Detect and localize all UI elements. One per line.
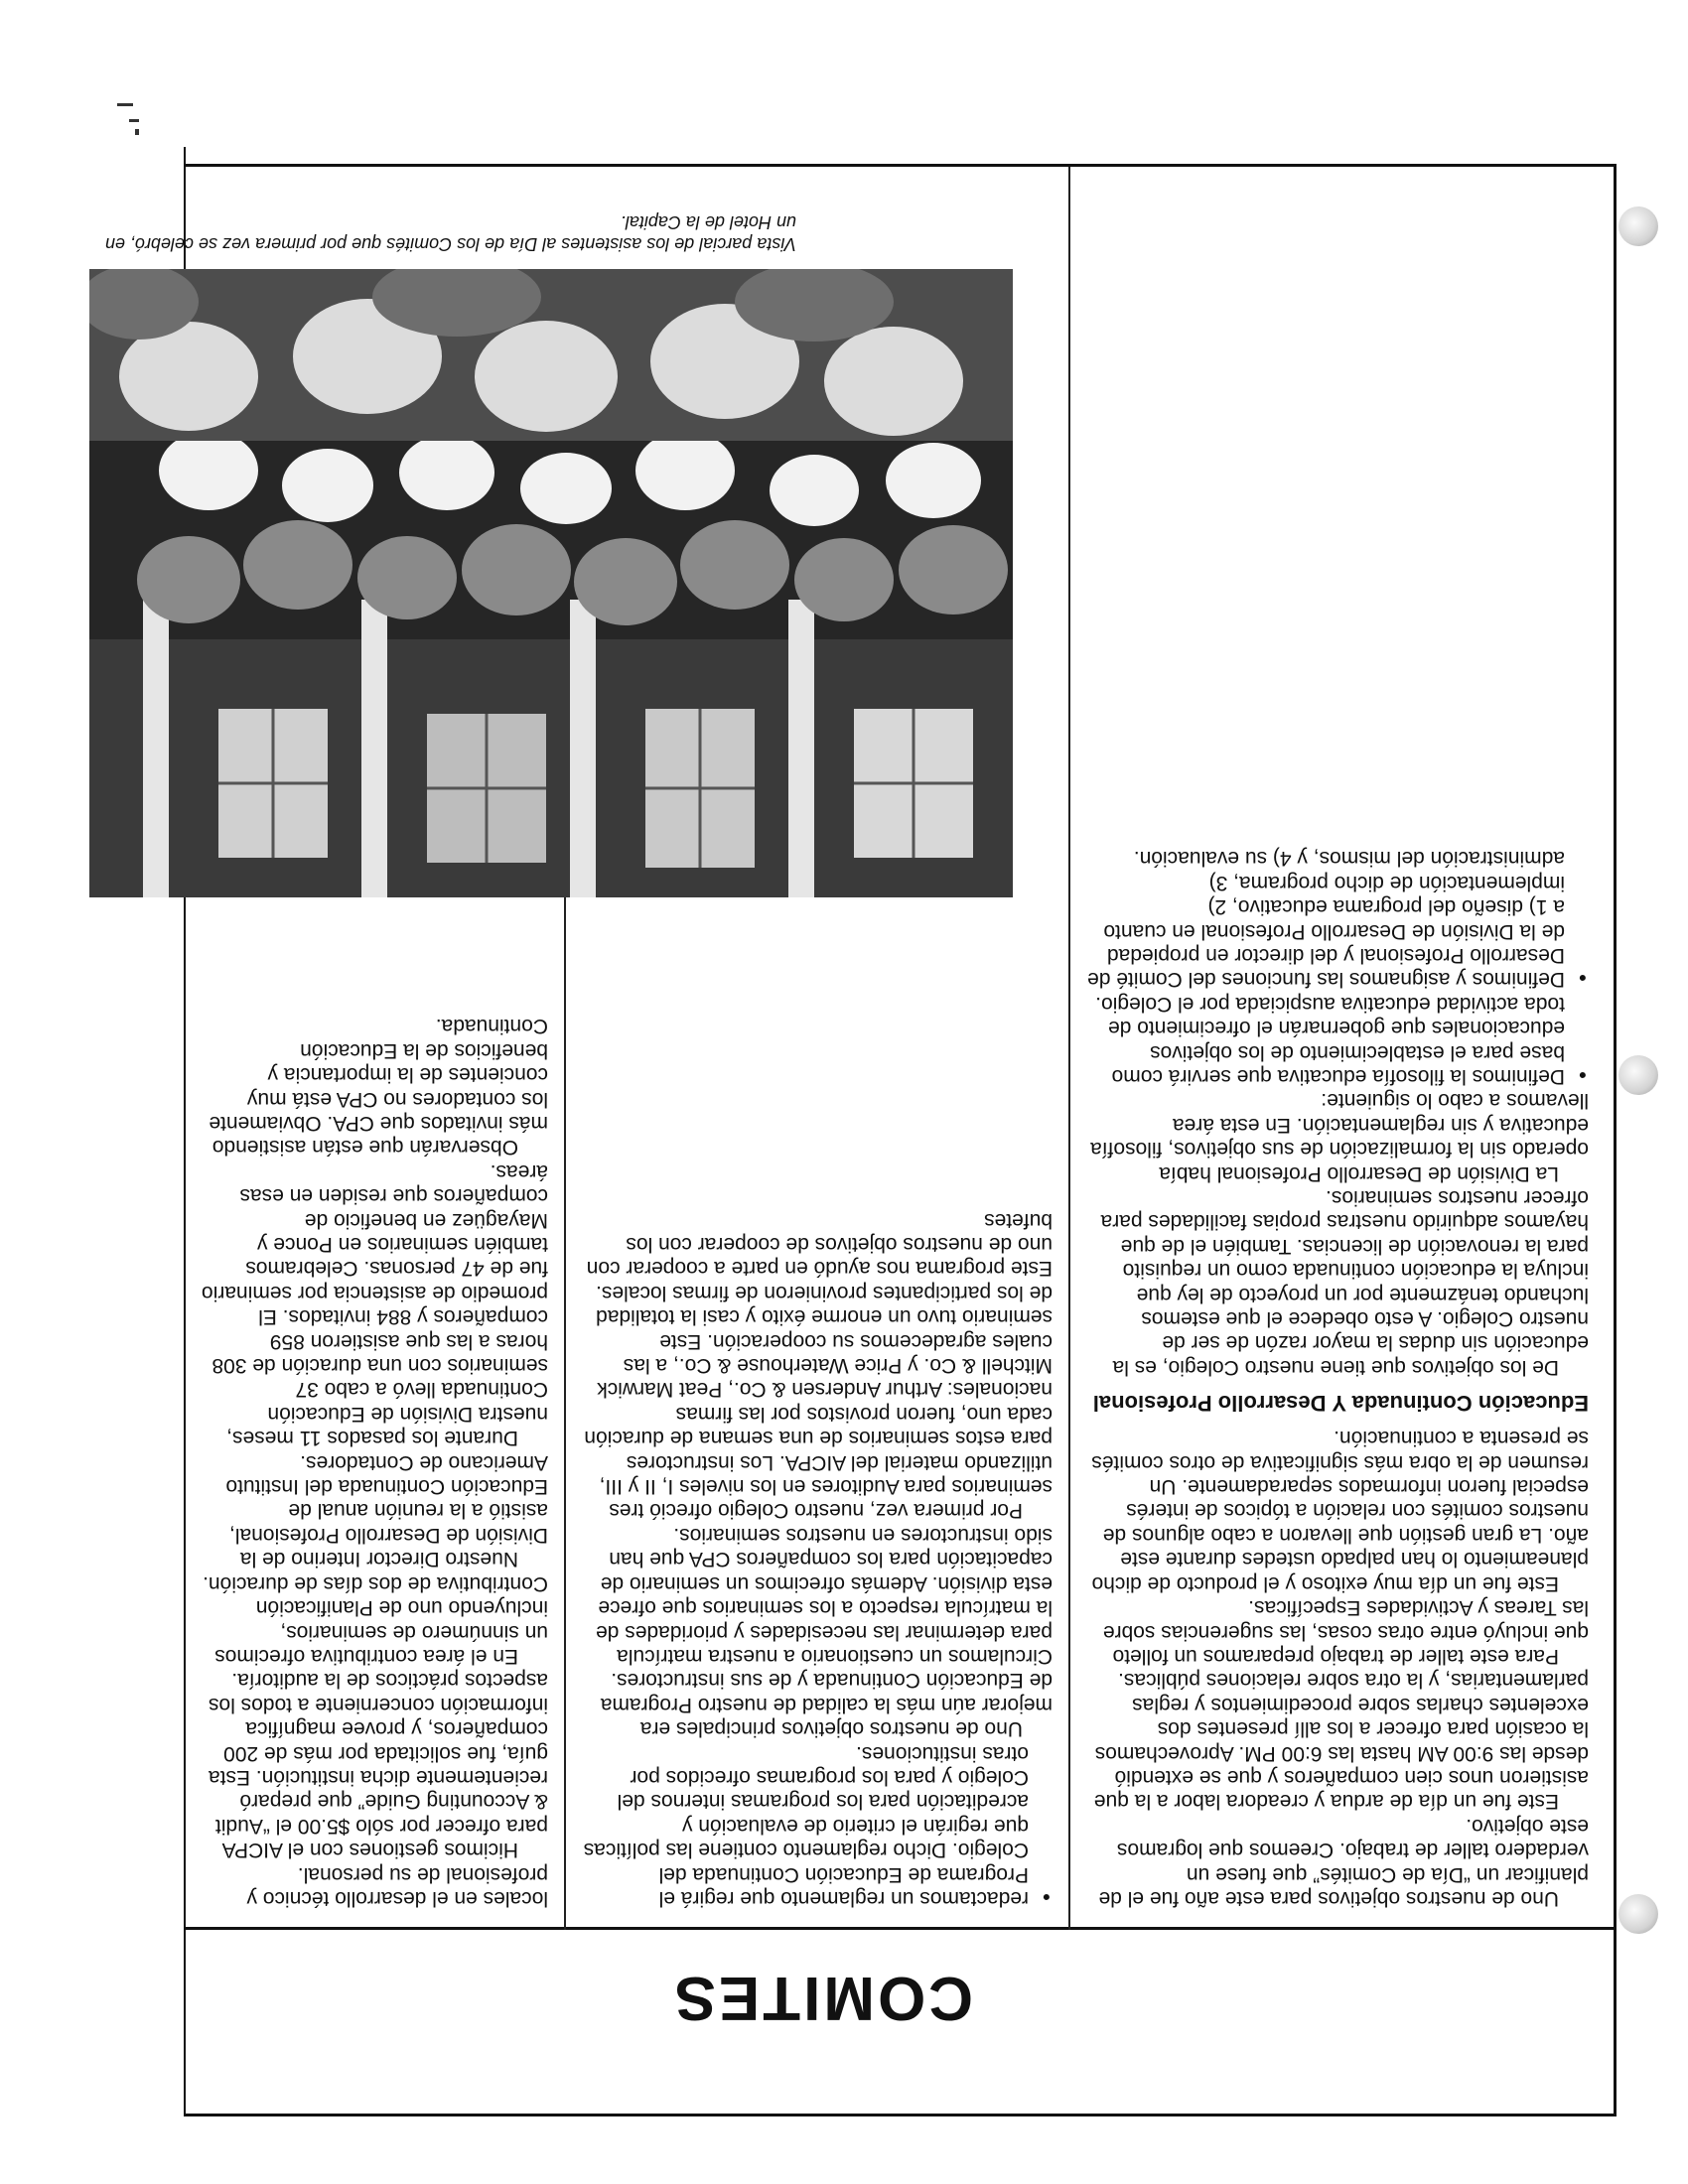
column-one	[1087, 846, 1589, 1910]
punch-hole	[1618, 1055, 1658, 1095]
paragraph: Observarán que están asistiendo más invitados que CPA. Obviamente los contadores no CPA está muy concientes de la importancia y beneficios de la Educación Continuada.	[209, 1015, 548, 1160]
column-divider	[1068, 167, 1070, 1930]
page-title: COMITES	[671, 1964, 973, 2032]
bottom-rule	[186, 164, 1617, 167]
column-divider	[564, 897, 566, 1930]
paragraph: Hicimos gestiones con el AICPA para ofrecer por sólo $5.00 el “Audit & Accounting Guide” que preparó recientemente dicha institución. Esta guía, fue solicitada por más de 200 compañeros, y provee magnífica información concerniente a todos los aspectos prácticos de la auditoría.	[208, 1669, 548, 1862]
scan-speck	[117, 103, 133, 106]
paragraph: Este fue un día muy exitoso y el producto de dicho planeamiento lo han palpado ustedes durante este año. La gran gestión que llevaron a cabo algunos de nuestros comités con relación a tópicos de interés especial fueron informados separadamente. Un resumen de la obra más significativa de otros comités se presenta a continuación.	[1091, 1427, 1589, 1595]
scan-speck	[135, 129, 139, 135]
paragraph: Uno de nuestros objetivos para este año fue el de planificar un “Día de Comités” que fuese un verdadero taller de trabajo. Creemos que logramos este objetivo.	[1098, 1814, 1589, 1910]
paragraph: La División de Desarrollo Profesional había operado sin la formalización de sus objetivos, filosofía educativa y sin reglamentación. En esta área llevamos a cabo lo siguiente:	[1090, 1089, 1589, 1185]
list-item: ● Definimos la filosofía educativa que servirá como base para el establecimiento de los objetivos educacionales que gobernarán el ofrecimiento de toda actividad educativa auspiciada por el Colegio.	[1087, 991, 1565, 1088]
column-three	[201, 1014, 548, 1910]
top-rule	[186, 2114, 1617, 2116]
event-photo	[89, 269, 1013, 897]
paragraph: Para este taller de trabajo preparamos un folleto que incluyó entre otras cosas, las sugerencias sobre las Tareas y Actividades Específicas.	[1102, 1596, 1589, 1668]
punch-hole	[1618, 1894, 1658, 1934]
paragraph: Este fue un día de ardua y creadora labor a la que asistieron unos cien compañeros y que se extendió desde las 9:00 AM hasta las 6:00 PM. Aprovechamos la ocasión para ofrecer a los allí presentes dos excelentes charlas sobre procedimientos y reglas parlamentarias, y la otra sobre relaciones públicas.	[1093, 1669, 1589, 1814]
section-heading: Educación Continuada Y Desarrollo Profesional	[1092, 1390, 1589, 1416]
paragraph: Nuestro Director Interino de la División de Desarrollo Profesional, asistió a la reunión anual de Educación Continuada del Instituto Americano de Contadores.	[225, 1450, 548, 1571]
left-rule	[1614, 167, 1617, 2116]
paragraph: locales en el desarrollo técnico y profesional de su personal.	[246, 1862, 548, 1910]
bullet-list	[1087, 846, 1589, 1088]
list-item: ● redactamos un reglamento que regirá el Programa de Educación Continuada del Colegio. Dicho reglamento contiene las políticas que regirán el criterio de evaluación y acreditación para los programas internos del Colegio y para los programas ofrecidos por otras instituciones.	[580, 1740, 1029, 1910]
paragraph: En el área contributiva ofrecimos un sinnúmero de seminarios, incluyendo uno de Planificación Contributiva de dos días de duración.	[203, 1571, 548, 1668]
photo-caption: Vista parcial de los asistentes al Día de los Comités que por primera vez se celebró, en un Hotel de la Capital.	[104, 212, 796, 254]
list-item: ● Definimos y asignamos las funciones del Comité de Desarrollo Profesional y del director en propiedad de la División de Desarrollo Profesional en cuanto a 1) diseño del programa educativo, 2) implementación de dicho programa, 3) administración del mismos, y 4) su evaluación.	[1087, 846, 1565, 991]
bullet-list	[580, 1740, 1053, 1910]
paragraph: Durante los pasados 11 meses, nuestra División de Educación Continuada llevó a cabo 37 seminarios con una duración de 308 horas a las que asistieron 859 compañeros y 884 invitados. El promedio de asistencia por seminario fue de 47 personas. Celebramos también seminarios en Ponce y Mayagüez en beneficio de compañeros que residen en esas áreas.	[201, 1160, 548, 1450]
paragraph: Uno de nuestros objetivos principales era mejorar aún más la calidad de nuestro Programa de Educación Continuada y de sus instructores. Circulamos un cuestionario a nuestra matrícula para determinar las necesidades y prioridades de la matrícula respecto a los seminarios que ofrece esta división. Además ofrecimos un seminario de capacitación para los compañeros CPA que han sido instructores en nuestros seminarios.	[596, 1523, 1053, 1741]
audience-photo-illustration	[89, 269, 1013, 897]
scan-speck	[129, 119, 139, 122]
header-rule	[186, 1927, 1617, 1930]
column-two	[580, 1207, 1053, 1910]
punch-hole	[1618, 206, 1658, 246]
paragraph: Por primera vez, nuestro Colegio ofreció tres seminarios para Auditores en los niveles I, II y III, utilizando material del AICPA. Los instructores para estos seminarios de una semana de duración cada uno, fueron provistos por las firmas nacionales: Arthur Andersen & Co., Peat Marwick Mitchell & Co. y Price Waterhouse & Co., a las cuales agradecemos su cooperación. Este seminario tuvo un enorme éxito y casi la totalidad de los participantes provinieron de firmas locales. Este programa nos ayudó en parte a cooperar con uno de nuestros objetivos de cooperar con los bufetes	[584, 1208, 1053, 1523]
paragraph: De los objetivos que tiene nuestro Colegio, es la educación sin dudas la mayor razón de ser de nuestro Colegio. A esto obedece el que estemos luchando tenázmente por un proyecto de ley que incluya la educación continuada como un requisito para la renovación de licencias. También el de que hayamos adquirido nuestras propias facilidades para ofrecer nuestros seminarios.	[1100, 1186, 1589, 1379]
